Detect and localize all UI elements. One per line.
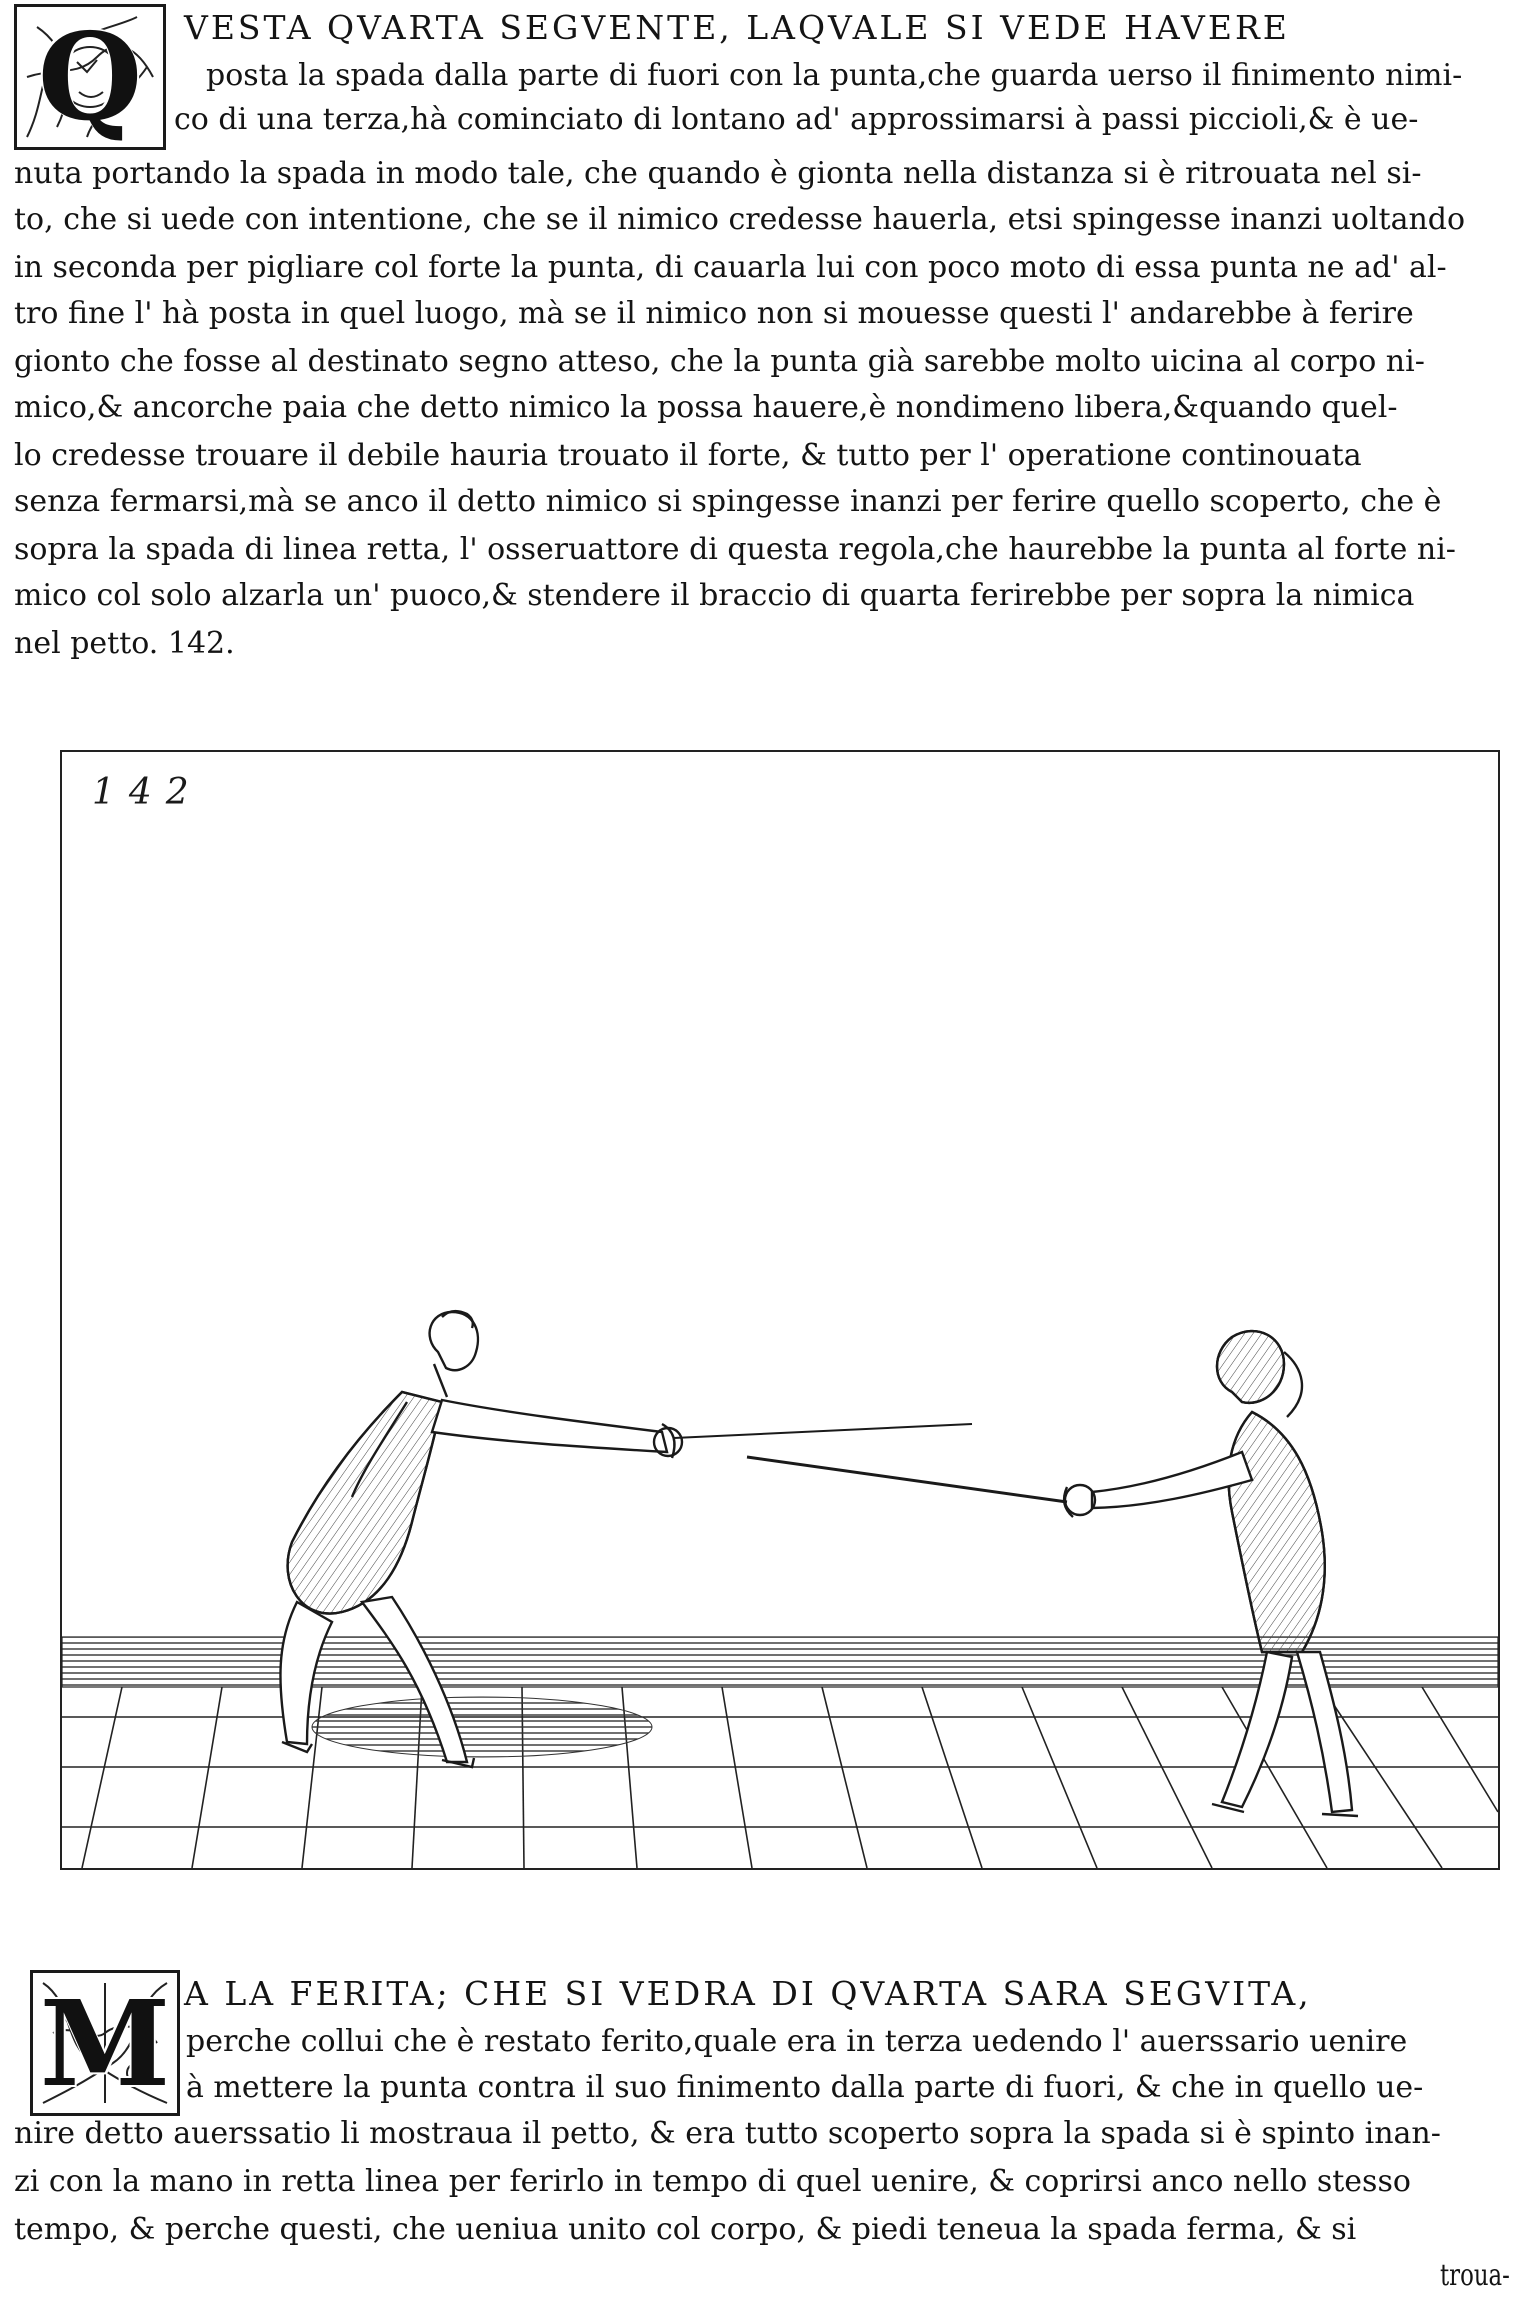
text-line: lo credesse trouare il debile hauria trouato il forte, & tutto per l' operatione continouata [14,438,1362,473]
right-fencer-figure [1064,1331,1358,1816]
engraving-plate [60,750,1500,1870]
dropcap-q [14,4,166,150]
cast-shadow [312,1697,652,1757]
text-line: in seconda per pigliare col forte la punta, di cauarla lui con poco moto di essa punta ne ad' al- [14,250,1447,285]
text-line: mico col solo alzarla un' puoco,& stendere il braccio di quarta ferirebbe per sopra la nimica [14,578,1415,613]
dropcap-m-letter: M [39,1973,171,2113]
text-line: mico,& ancorche paia che detto nimico la possa hauere,è nondimeno libera,&quando quel- [14,390,1398,425]
catchword: troua- [1440,2258,1510,2293]
text-line: sopra la spada di linea retta, l' osseruattore di questa regola,che haurebbe la punta al forte ni- [14,532,1456,567]
text-line: VESTA QVARTA SEGVENTE, LAQVALE SI VEDE HAVERE [184,8,1290,47]
text-line: nel petto. 142. [14,626,235,661]
text-line: to, che si uede con intentione, che se il nimico credesse hauerla, etsi spingesse inanzi uoltando [14,202,1466,237]
text-line: tempo, & perche questi, che ueniua unito col corpo, & piedi teneua la spada ferma, & si [14,2212,1357,2247]
text-line: tro fine l' hà posta in quel luogo, mà se il nimico non si mouesse questi l' andarebbe à ferire [14,296,1414,331]
text-line: zi con la mano in retta linea per ferirlo in tempo di quel uenire, & coprirsi anco nello stesso [14,2164,1411,2199]
text-line: perche collui che è restato ferito,quale era in terza uedendo l' auerssario uenire [186,2024,1408,2059]
tiled-floor [62,1687,1498,1868]
text-line: senza fermarsi,mà se anco il detto nimico si spingesse inanzi per ferire quello scoperto, che è [14,484,1442,519]
text-line: à mettere la punta contra il suo finimento dalla parte di fuori, & che in quello ue- [186,2070,1424,2105]
text-line: co di una terza,hà cominciato di lontano ad' approssimarsi à passi piccioli,& è ue- [174,102,1419,137]
dropcap-m [30,1970,180,2116]
plate-number: 142 [92,772,203,813]
text-line: posta la spada dalla parte di fuori con la punta,che guarda uerso il finimento nimi- [206,58,1463,93]
text-line: A LA FERITA; CHE SI VEDRA DI QVARTA SARA SEGVITA, [184,1974,1312,2013]
text-line: gionto che fosse al destinato segno atteso, che la punta già sarebbe molto uicina al corpo ni- [14,344,1425,379]
left-sword [674,1424,972,1438]
fencing-illustration [62,752,1498,1868]
text-line: nire detto auerssatio li mostraua il petto, & era tutto scoperto sopra la spada si è spinto inan- [14,2116,1441,2151]
dropcap-q-letter: Q [37,6,143,148]
right-sword [747,1457,1067,1502]
text-line: nuta portando la spada in modo tale, che quando è gionta nella distanza si è ritrouata nel si- [14,156,1422,191]
